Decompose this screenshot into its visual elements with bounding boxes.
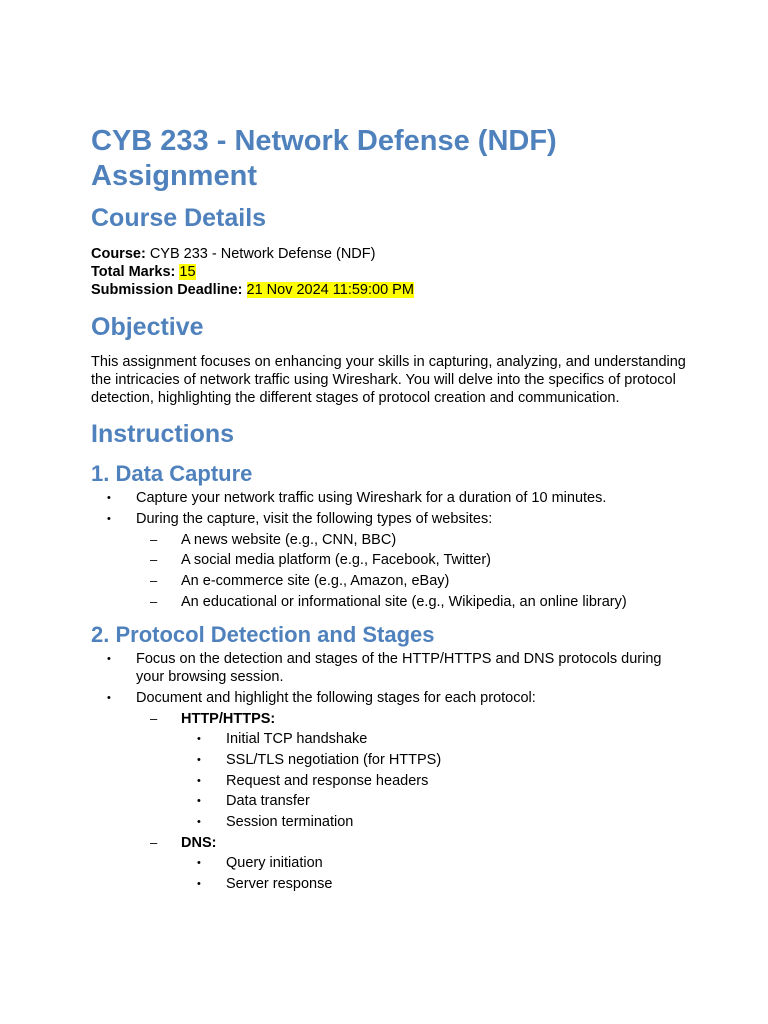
list-item-text: Session termination: [226, 814, 354, 831]
bullet-marker: •: [197, 774, 201, 787]
list-item-text: An educational or informational site (e.g., Wikipedia, an online library): [181, 593, 627, 610]
list-item: [136, 710, 691, 832]
dns-stages-list: [181, 854, 691, 893]
list-item-text: Server response: [226, 876, 333, 893]
list-item: [136, 572, 691, 590]
list-item: [136, 551, 691, 569]
list-item-text: During the capture, visit the following types of websites:: [136, 510, 493, 527]
data-capture-heading: 1. Data Capture: [91, 461, 253, 487]
course-details-block: [91, 245, 691, 300]
list-item: [181, 751, 691, 769]
dash-marker: –: [150, 834, 158, 850]
list-item-text: A social media platform (e.g., Facebook, Twitter): [181, 552, 492, 569]
list-item-text: Data transfer: [226, 793, 310, 810]
dash-marker: –: [150, 552, 158, 568]
dns-label: DNS:: [181, 834, 217, 851]
bullet-marker: •: [197, 795, 201, 808]
list-item-text: SSL/TLS negotiation (for HTTPS): [226, 751, 442, 768]
http-https-label: HTTP/HTTPS:: [181, 710, 276, 727]
course-label: Course:: [91, 246, 146, 262]
course-details-heading: Course Details: [91, 204, 267, 232]
list-item: [181, 813, 691, 831]
list-item-text: Capture your network traffic using Wireshark for a duration of 10 minutes.: [136, 490, 607, 507]
list-item: [91, 489, 691, 507]
protocol-detection-list: [91, 650, 691, 893]
total-marks-value: 15: [179, 264, 196, 281]
course-line: [91, 245, 691, 263]
deadline-label: Submission Deadline:: [91, 282, 243, 299]
bullet-marker: •: [107, 652, 111, 665]
list-item: [181, 875, 691, 893]
bullet-marker: •: [197, 753, 201, 766]
protocol-detection-heading: 2. Protocol Detection and Stages: [91, 621, 435, 647]
instructions-heading: Instructions: [91, 420, 235, 449]
list-item: [136, 531, 691, 549]
list-item-text: Query initiation: [226, 855, 323, 872]
list-item: [136, 834, 691, 894]
objective-text: This assignment focuses on enhancing your skills in capturing, analyzing, and understanding the intricacies of network traffic using Wireshark. You will delve into the specifics of protocol detection, highlighting the different stages of protocol creation and communication.: [91, 353, 686, 407]
deadline-value: 21 Nov 2024 11:59:00 PM: [246, 282, 414, 299]
list-item-text: Focus on the detection and stages of the HTTP/HTTPS and DNS protocols during your browsing session.: [136, 650, 662, 686]
list-item: [91, 689, 691, 894]
dash-marker: –: [150, 710, 158, 726]
deadline-line: [91, 281, 691, 299]
dash-marker: –: [150, 573, 158, 589]
list-item: [181, 730, 691, 748]
list-item: [91, 510, 691, 611]
dash-marker: –: [150, 531, 158, 547]
list-item: [136, 593, 691, 611]
bullet-marker: •: [197, 878, 201, 891]
list-item: [181, 854, 691, 872]
http-stages-list: [181, 730, 691, 831]
bullet-marker: •: [197, 857, 201, 870]
list-item: [181, 792, 691, 810]
bullet-marker: •: [107, 492, 111, 505]
list-item: [181, 772, 691, 790]
document-content: [91, 124, 691, 896]
data-capture-list: [91, 489, 691, 611]
course-value: CYB 233 - Network Defense (NDF): [149, 246, 376, 262]
total-marks-line: [91, 263, 691, 281]
list-item-text: An e-commerce site (e.g., Amazon, eBay): [181, 573, 450, 590]
bullet-marker: •: [197, 733, 201, 746]
protocol-list: [136, 710, 691, 894]
list-item: [91, 650, 691, 686]
objective-heading: Objective: [91, 312, 204, 341]
bullet-marker: •: [107, 691, 111, 704]
list-item-text: A news website (e.g., CNN, BBC): [181, 531, 397, 548]
website-types-list: [136, 531, 691, 611]
list-item-text: Initial TCP handshake: [226, 731, 368, 748]
dash-marker: –: [150, 593, 158, 609]
list-item-text: Request and response headers: [226, 772, 429, 789]
bullet-marker: •: [197, 816, 201, 829]
bullet-marker: •: [107, 512, 111, 525]
document-title: CYB 233 - Network Defense (NDF) Assignment: [91, 125, 557, 192]
total-marks-label: Total Marks:: [91, 264, 176, 281]
list-item-text: Document and highlight the following stages for each protocol:: [136, 689, 536, 706]
